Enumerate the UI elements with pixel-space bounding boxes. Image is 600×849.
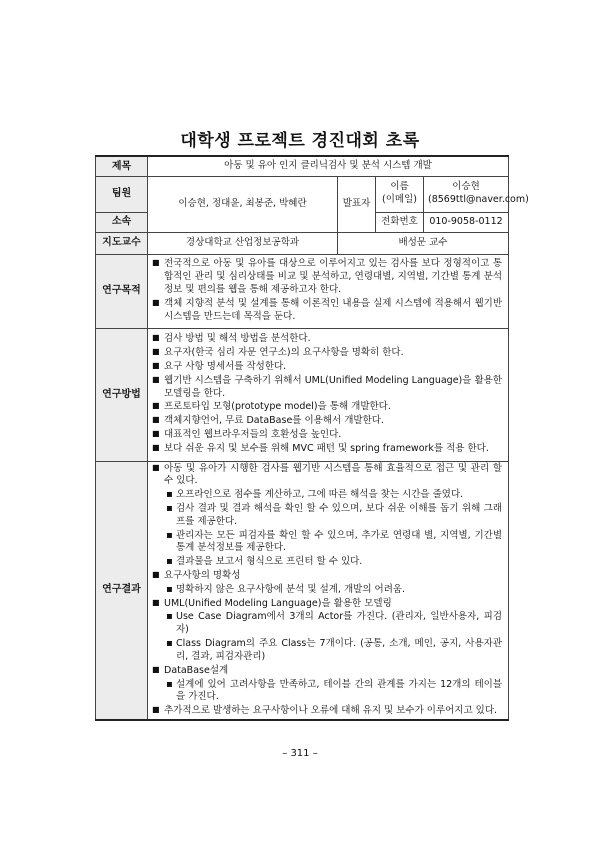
result-sub-list	[164, 489, 502, 569]
method-label: 연구방법	[96, 328, 148, 461]
result-item-text: 아동 및 유아가 시행한 검사를 웹기반 시스템을 통해 효율적으로 접근 및 관리 할 수 있다.	[164, 462, 503, 487]
method-item: ■ 보다 쉬운 유지 및 보수를 위해 MVC 패턴 및 spring framework를 적용 한다.	[164, 443, 502, 456]
method-item: ■ 웹기반 시스템을 구축하기 위해서 UML(Unified Modeling Language)을 활용한 모델링을 한다.	[164, 375, 502, 401]
affiliation-label: 소속	[96, 212, 148, 232]
result-item	[164, 665, 502, 704]
result-sub-item: ▪ Use Case Diagram에서 3개의 Actor를 가진다. (관리자, 일반사용자, 피검자)	[176, 611, 502, 637]
result-item	[164, 463, 502, 570]
result-sub-item: ▪ 오프라인으로 점수를 계산하고, 그에 따른 해석을 찾는 시간을 줄였다.	[176, 489, 502, 502]
document-title: 대학생 프로젝트 경진대회 초록	[180, 131, 420, 151]
result-item-text: UML(Unified Modeling Language)을 활용한 모델링	[164, 597, 392, 609]
method-item: ■ 객체지향언어, 무료 DataBase를 이용해서 개발한다.	[164, 415, 502, 428]
result-sub-item: ▪ 명확하지 않은 요구사항에 분석 및 설계, 개발의 어려움.	[176, 584, 502, 597]
method-item: ■ 검사 방법 및 해석 방법을 분석한다.	[164, 333, 502, 346]
advisor-dept: 경상대학교 산업정보공학과	[148, 232, 338, 254]
phone-value: 010-9058-0112	[424, 212, 509, 232]
presenter-email: (8569ttl@naver.com)	[428, 194, 529, 205]
purpose-item: ■ 전국적으로 아동 및 유아를 대상으로 이루어지고 있는 검사를 보다 정형적이고 통합적인 관리 및 심리상태를 비교 및 분석하고, 연령대별, 지역별, 기간별 통계 분석 정보 및 편의를 웹을 통해 제공하고자 한다.	[164, 258, 502, 296]
result-item-text: 추가적으로 발생하는 요구사항이나 오류에 대해 유지 및 보수가 이루어지고 있다.	[164, 705, 498, 717]
method-item: ■ 프로토타입 모형(prototype model)을 통해 개발한다.	[164, 401, 502, 414]
subject-value: 아동 및 유아 인지 클리닉검사 및 분석 시스템 개발	[148, 156, 509, 176]
result-sub-item: ▪ 검사 결과 및 결과 해석을 확인 할 수 있으며, 보다 쉬운 이해를 돕기 위해 그래프를 제공한다.	[176, 503, 502, 529]
result-label: 연구결과	[96, 461, 148, 720]
purpose-list	[152, 258, 504, 323]
result-sub-item: ▪ 설계에 있어 고려사항을 만족하고, 테이블 간의 관계를 가지는 12개의 테이블을 가진다.	[176, 679, 502, 705]
page-number: – 311 –	[282, 748, 318, 759]
result-item	[164, 598, 502, 664]
advisor-label: 지도교수	[96, 232, 148, 254]
result-item	[164, 570, 502, 597]
result-item-text: 요구사항의 명확성	[164, 570, 241, 581]
result-list	[152, 463, 504, 718]
result-sub-list	[164, 611, 502, 663]
result-item	[164, 705, 502, 718]
phone-label: 전화번호	[376, 212, 424, 232]
team-label: 팀원	[96, 176, 148, 212]
method-item: ■ 요구 사항 명세서를 작성한다.	[164, 361, 502, 374]
result-item-text: DataBase설계	[164, 664, 229, 676]
presenter-contact	[424, 176, 529, 212]
method-item: ■ 요구자(한국 심리 자문 연구소)의 요구사항을 명확히 한다.	[164, 347, 502, 360]
name-email-label: 이름 (이메일)	[376, 176, 424, 212]
presenter-name: 이승현	[452, 181, 480, 193]
advisor-name: 배성문 교수	[338, 232, 509, 254]
method-item: ■ 대표적인 웹브라우저들의 호환성을 높인다.	[164, 429, 502, 442]
purpose-label: 연구목적	[96, 254, 148, 328]
result-sub-item: ▪ Class Diagram의 주요 Class는 7개이다. (공통, 소개, 메인, 공지, 사용자관리, 결과, 피검자관리)	[176, 638, 502, 664]
purpose-item: ■ 객체 지향적 분석 및 설계를 통해 이론적인 내용을 실제 시스템에 적용해서 웹기반 시스템을 만드는데 목적을 둔다.	[164, 298, 502, 324]
presenter-label: 발표자	[338, 176, 376, 232]
result-sub-list	[164, 584, 502, 597]
subject-label: 제목	[96, 156, 148, 176]
abstract-form-table	[95, 155, 529, 721]
result-sub-list	[164, 679, 502, 705]
method-list	[152, 333, 504, 455]
result-sub-item: ▪ 관리자는 모든 피검자를 확인 할 수 있으며, 추가로 연령대 별, 지역별, 기간별 통계 분석정보를 제공한다.	[176, 530, 502, 556]
result-sub-item: ▪ 결과물을 보고서 형식으로 프린터 할 수 있다.	[176, 556, 502, 569]
team-value: 이승현, 정대윤, 최봉준, 박혜란	[148, 176, 338, 232]
